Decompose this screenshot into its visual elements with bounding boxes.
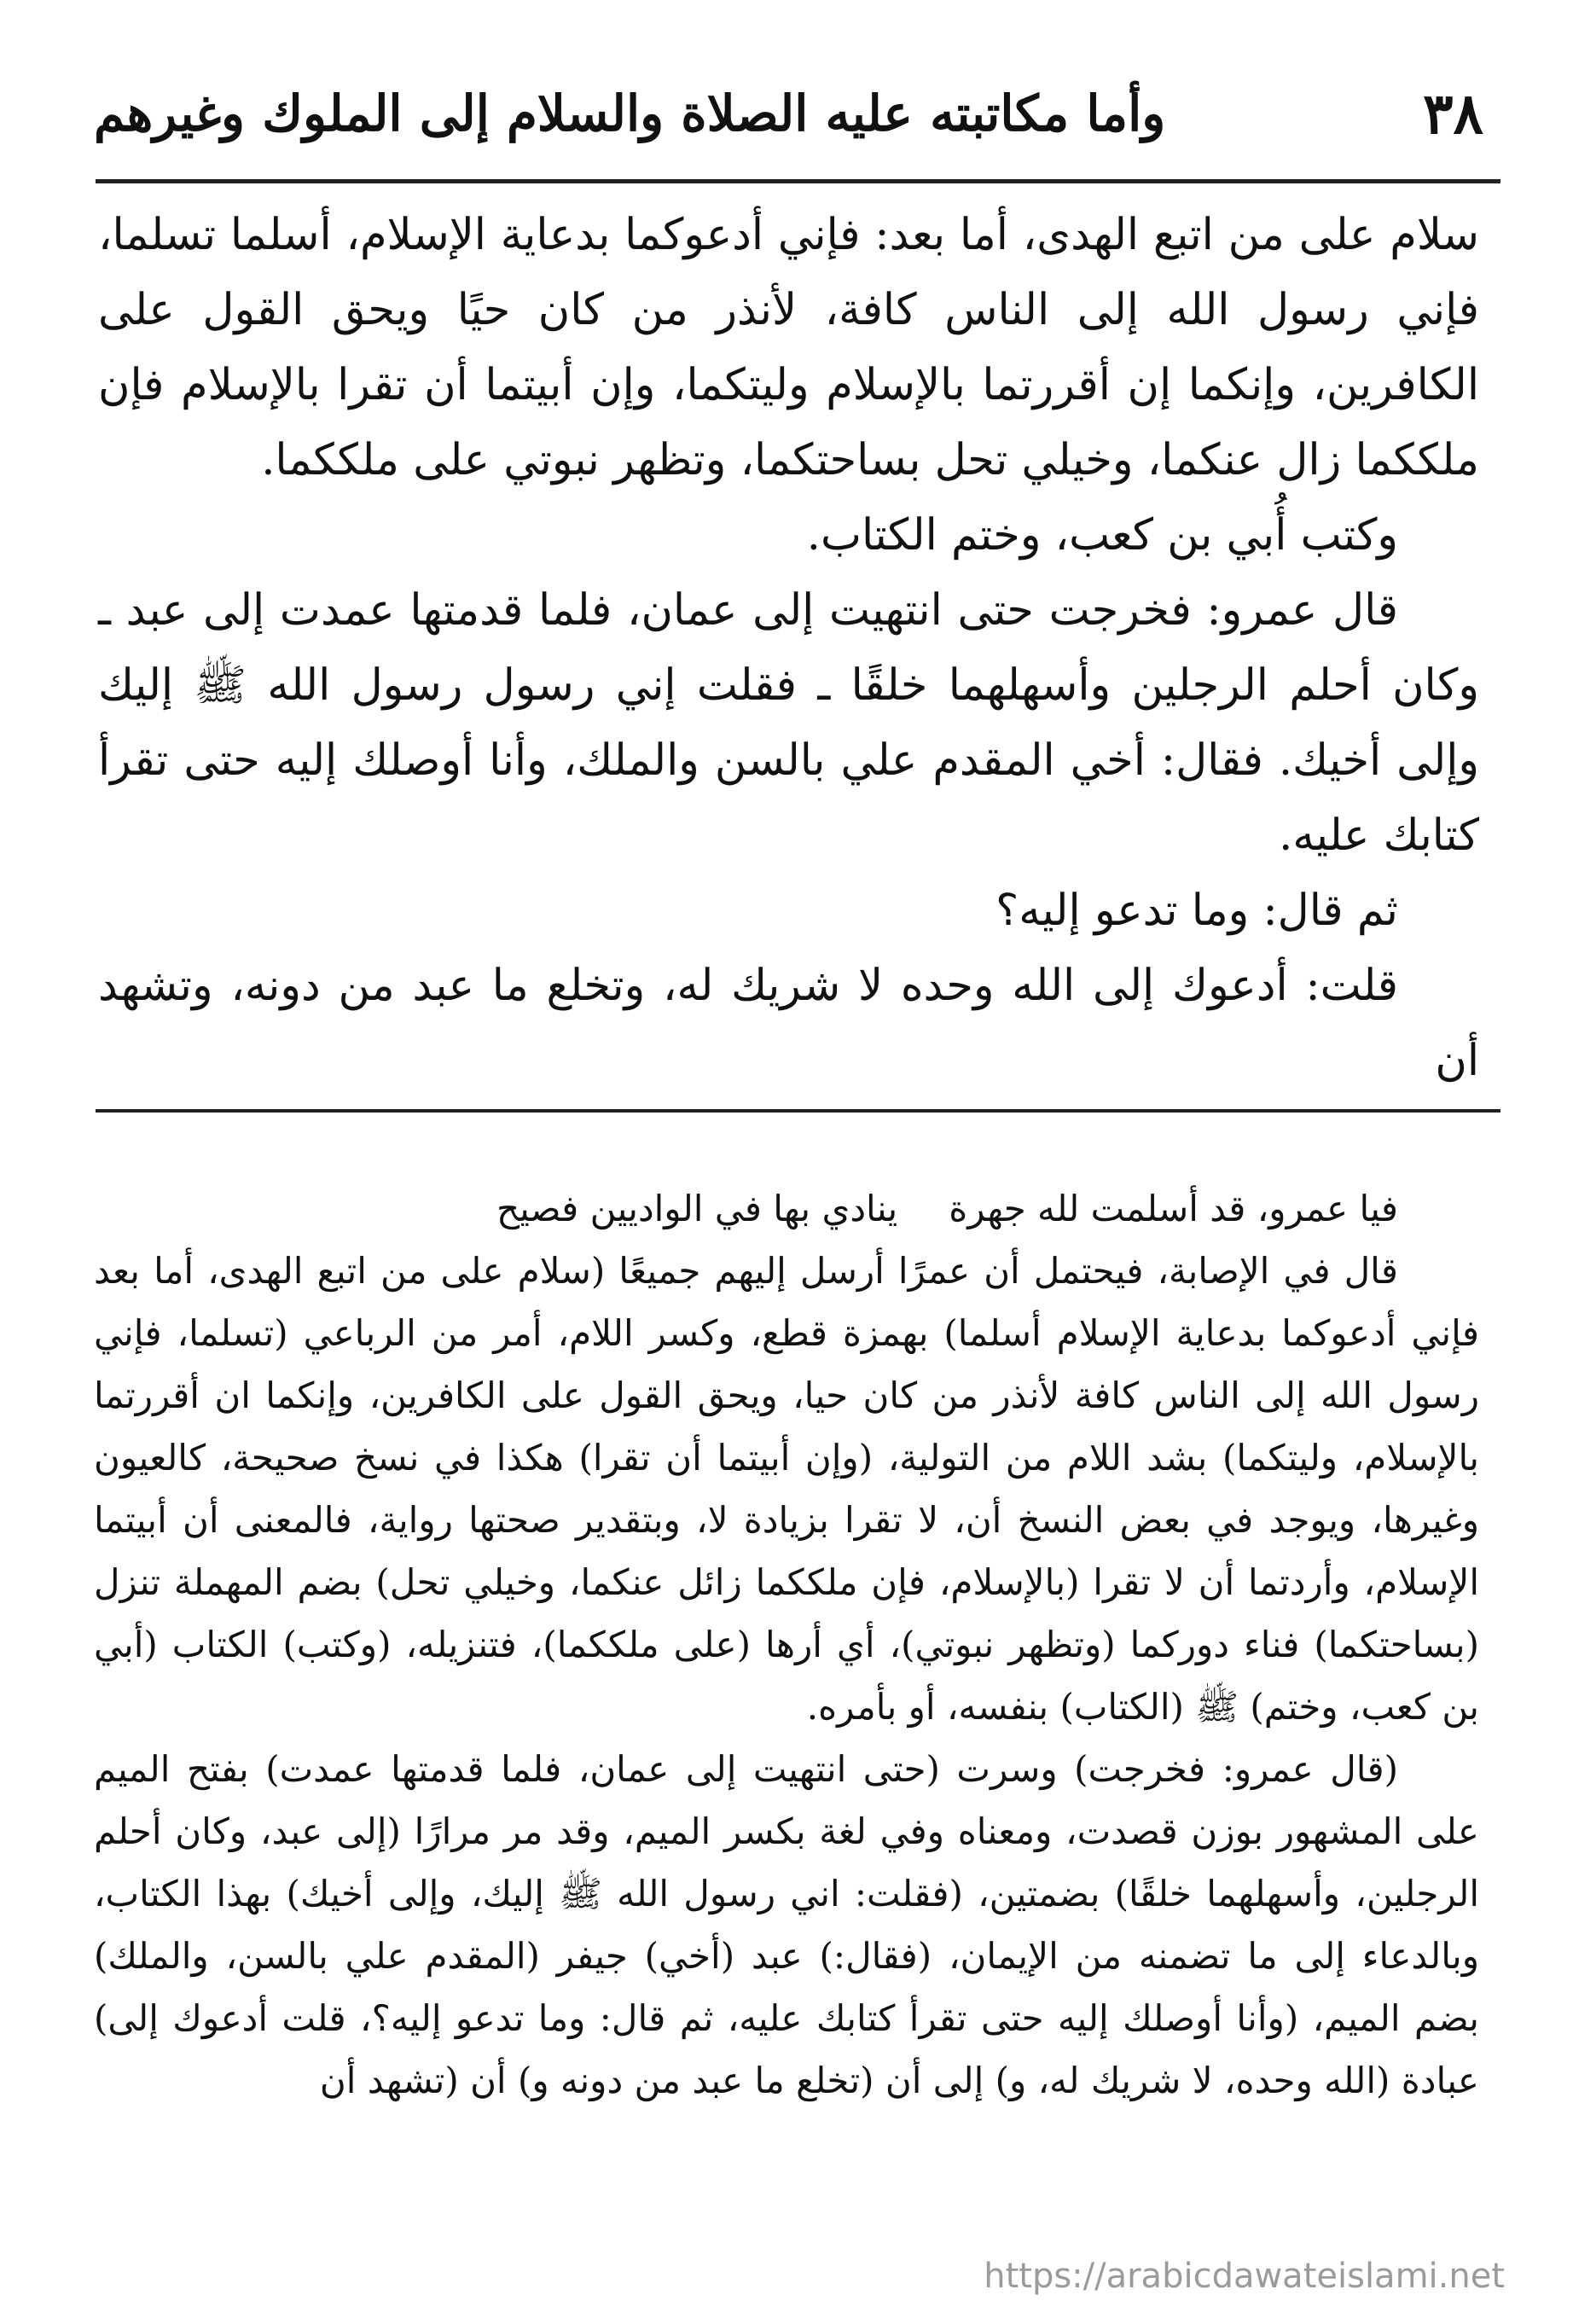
poetry-verse [94, 1177, 1479, 1240]
verse-hemistich-second: ينادي بها في الواديين فصيح [496, 1188, 898, 1229]
header-divider [96, 179, 1500, 183]
main-text [98, 198, 1479, 1086]
watermark-url: https://arabicdawateislami.net [984, 2257, 1505, 2296]
main-paragraph: ثم قال: وما تدعو إليه؟ [995, 886, 1398, 936]
commentary-paragraph: (قال عمرو: فخرجت) وسرت (حتى انتهيت إلى عمان، فلما قدمتها عمدت) بفتح الميم على المشهور بوزن قصدت، ومعناه وفي لغة بكسر الميم، وقد مر مرارًا (إلى عبد، وكان أحلم الرجلين، وأسهلهما خلقًا) بضمتين، (فقلت: اني رسول الله ﷺ إليك، وإلى أخيك) بهذا الكتاب، وبالدعاء إلى ما تضمنه من الإيمان، (فقال:) عبد (أخي) جيفر (المقدم علي بالسن، والملك) بضم الميم، (وأنا أوصلك إليه حتى تقرأ كتابك عليه، ثم قال: وما تدعو إليه؟، قلت أدعوك إلى) عبادة (الله وحده، لا شريك له، و) إلى أن (تخلع ما عبد من دونه و) أن (تشهد أن [94, 1748, 1479, 2101]
commentary-paragraph: قال في الإصابة، فيحتمل أن عمرًا أرسل إليهم جميعًا (سلام على من اتبع الهدى، أما بعد فإني أدعوكما بدعاية الإسلام أسلما) بهمزة قطع، وكسر اللام، أمر من الرباعي (تسلما، فإني رسول الله إلى الناس كافة لأنذر من كان حيا، ويحق القول على الكافرين، وإنكما ان أقررتما بالإسلام، وليتكما) بشد اللام من التولية، (وإن أبيتما أن تقرا) هكذا في نسخ صحيحة، كالعيون وغيرها، ويوجد في بعض النسخ أن، لا تقرا بزيادة لا، وبتقدير صحتها رواية، فالمعنى أن أبيتما الإسلام، وأردتما أن لا تقرا (بالإسلام، فإن ملككما زائل عنكما، وخيلي تحل) بضم المهملة تنزل (بساحتكما) فناء دوركما (وتظهر نبوتي)، أي أرها (على ملككما)، فتنزيله، (وكتب) الكتاب (أبي بن كعب، وختم) ﷺ (الكتاب) بنفسه، أو بأمره. [94, 1250, 1479, 1728]
verse-hemistich-first: فيا عمرو، قد أسلمت لله جهرة [949, 1188, 1398, 1229]
main-paragraph: وكتب أُبي بن كعب، وختم الكتاب. [806, 510, 1398, 561]
main-paragraph: قلت: أدعوك إلى الله وحده لا شريك له، وتخلع ما عبد من دونه، وتشهد أن [98, 961, 1479, 1086]
footnote-divider [96, 1109, 1500, 1113]
running-title: وأما مكاتبته عليه الصلاة والسلام إلى الملوك وغيرهم [94, 84, 1166, 142]
commentary [94, 1177, 1479, 2244]
main-paragraph: سلام على من اتبع الهدى، أما بعد: فإني أدعوكما بدعاية الإسلام، أسلما تسلما، فإني رسول الله إلى الناس كافة، لأنذر من كان حيًا ويحق القول على الكافرين، وإنكما إن أقررتما بالإسلام وليتكما، وإن أبيتما أن تقرا بالإسلام فإن ملككما زال عنكما، وخيلي تحل بساحتكما، وتظهر نبوتي على ملككما. [98, 210, 1479, 485]
page-header [94, 67, 1500, 160]
main-paragraph: قال عمرو: فخرجت حتى انتهيت إلى عمان، فلما قدمتها عمدت إلى عبد ـ وكان أحلم الرجلين وأسهلهما خلقًا ـ فقلت إني رسول رسول الله ﷺ إليك وإلى أخيك. فقال: أخي المقدم علي بالسن والملك، وأنا أوصلك إليه حتى تقرأ كتابك عليه. [98, 585, 1479, 861]
page-number: ٣٨ [1423, 80, 1483, 147]
